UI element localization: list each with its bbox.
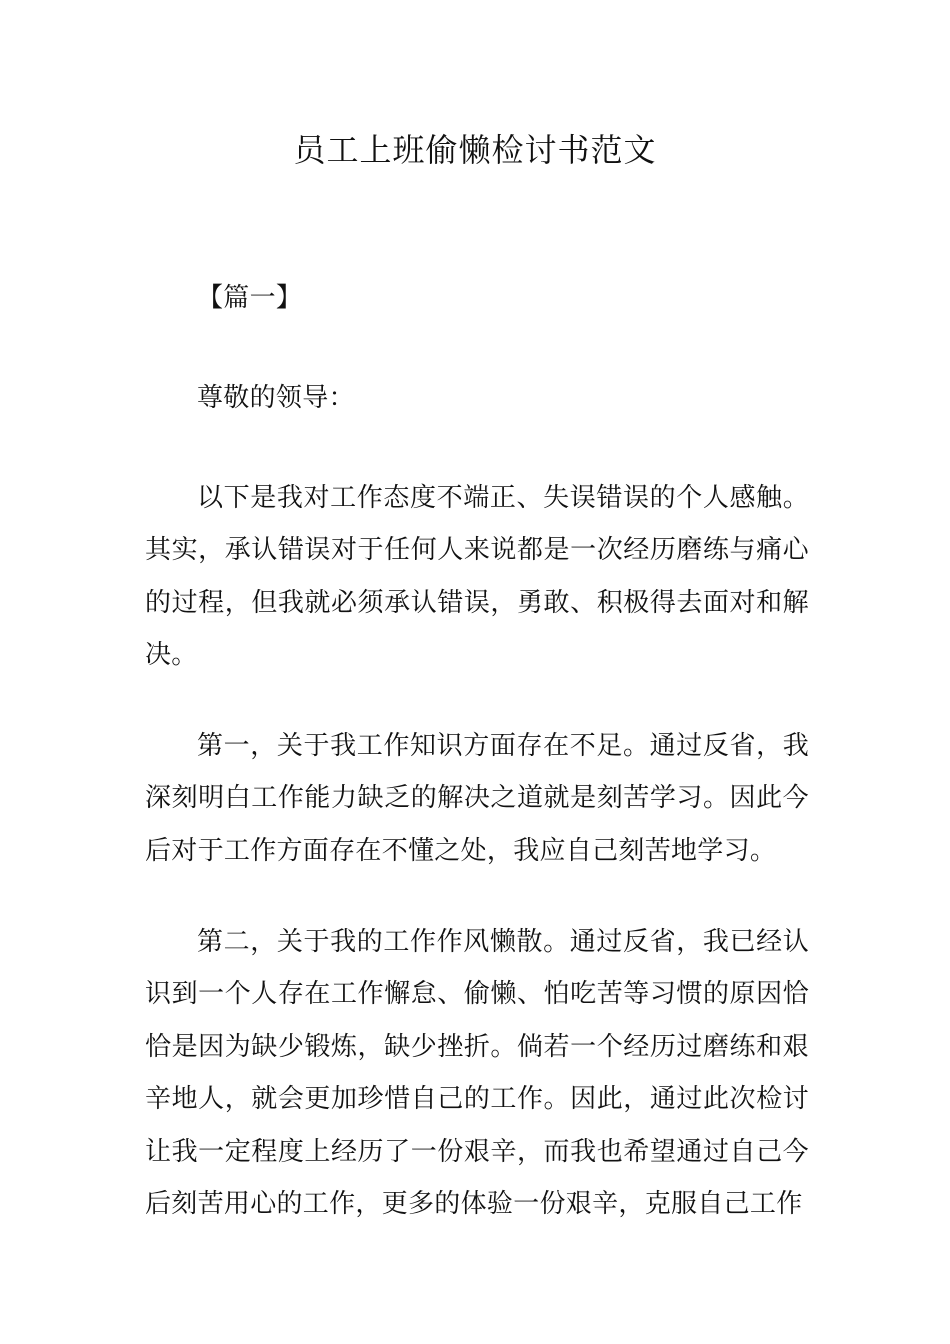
paragraph-point-two: 第二，关于我的工作作风懒散。通过反省，我已经认识到一个人存在工作懈怠、偷懒、怕吃苦等习惯的原因恰恰是因为缺少锻炼，缺少挫折。倘若一个经历过磨练和艰辛地人，就会更加珍惜自己的工作。因此，通过此次检讨让我一定程度上经历了一份艰辛，而我也希望通过自己今后刻苦用心的工作，更多的体验一份艰辛，克服自己工作 bbox=[145, 927, 809, 1220]
paragraph-point-one: 第一，关于我工作知识方面存在不足。通过反省，我深刻明白工作能力缺乏的解决之道就是刻苦学习。因此今后对于工作方面存在不懂之处，我应自己刻苦地学习。 bbox=[145, 731, 809, 866]
document-title: 员工上班偷懒检讨书范文 bbox=[293, 131, 657, 169]
salutation: 尊敬的领导： bbox=[197, 383, 355, 413]
section-heading: 【篇一】 bbox=[197, 283, 303, 313]
paragraph-intro: 以下是我对工作态度不端正、失误错误的个人感触。其实，承认错误对于任何人来说都是一次经历磨练与痛心的过程，但我就必须承认错误，勇敢、积极得去面对和解决。 bbox=[145, 483, 809, 671]
